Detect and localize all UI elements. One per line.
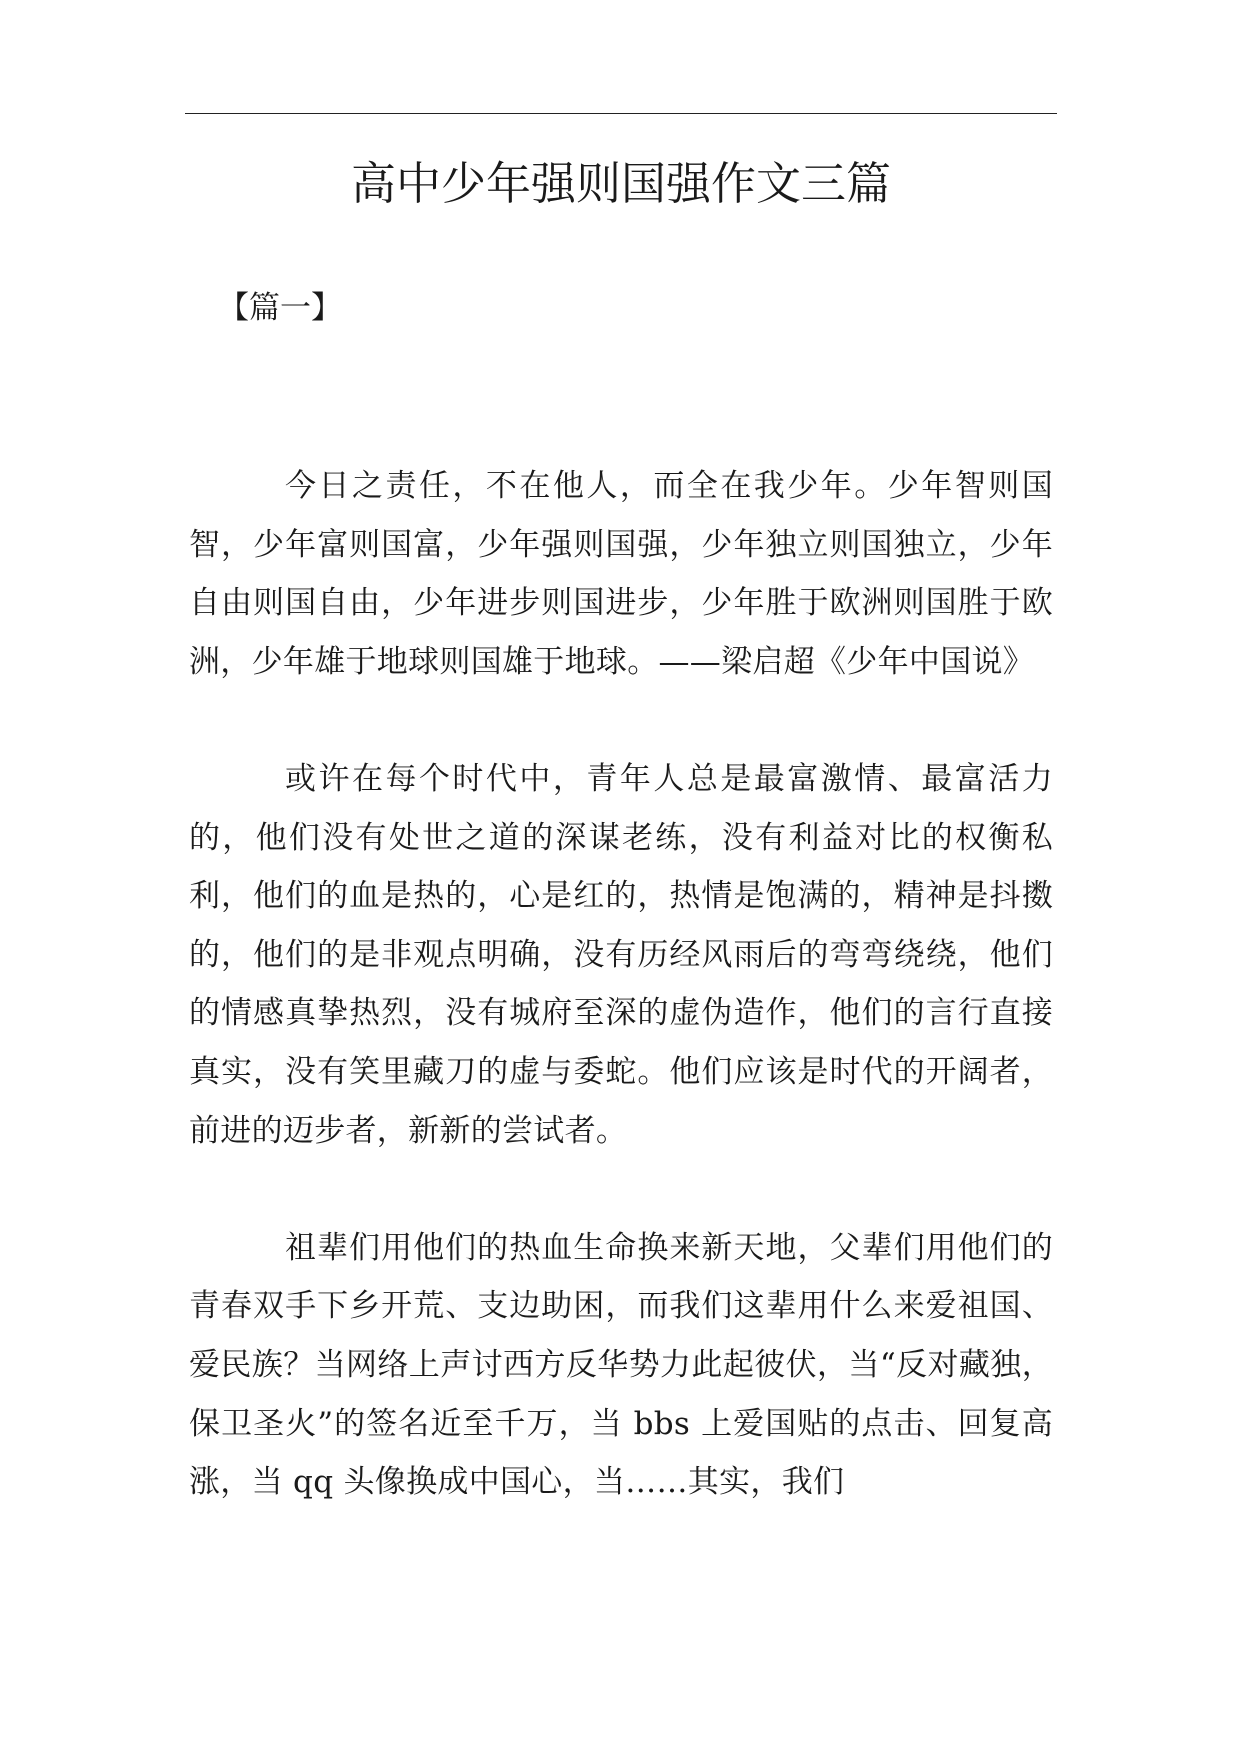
header-divider — [185, 113, 1057, 114]
paragraph-3: 祖辈们用他们的热血生命换来新天地，父辈们用他们的青春双手下乡开荒、支边助困，而我们这辈用什么来爱祖国、爱民族？当网络上声讨西方反华势力此起彼伏，当“反对藏独，保卫圣火”的签名近至千万，当 bbs 上爱国贴的点击、回复高涨，当 qq 头像换成中国心，当……其实，我们 — [189, 1229, 1053, 1501]
paragraph-1: 今日之责任，不在他人，而全在我少年。少年智则国智，少年富则国富，少年强则国强，少年独立则国独立，少年自由则国自由，少年进步则国进步，少年胜于欧洲则国胜于欧洲，少年雄于地球则国雄于地球。——梁启超《少年中国说》 — [189, 468, 1053, 680]
document-title: 高中少年强则国强作文三篇 — [350, 157, 891, 210]
document-body — [189, 457, 1053, 1570]
paragraph-2: 或许在每个时代中，青年人总是最富激情、最富活力的，他们没有处世之道的深谋老练，没有利益对比的权衡私利，他们的血是热的，心是红的，热情是饱满的，精神是抖擞的，他们的是非观点明确，没有历经风雨后的弯弯绕绕，他们的情感真挚热烈，没有城府至深的虚伪造作，他们的言行直接真实，没有笑里藏刀的虚与委蛇。他们应该是时代的开阔者，前进的迈步者，新新的尝试者。 — [189, 760, 1053, 1149]
section-heading: 【篇一】 — [218, 290, 342, 326]
